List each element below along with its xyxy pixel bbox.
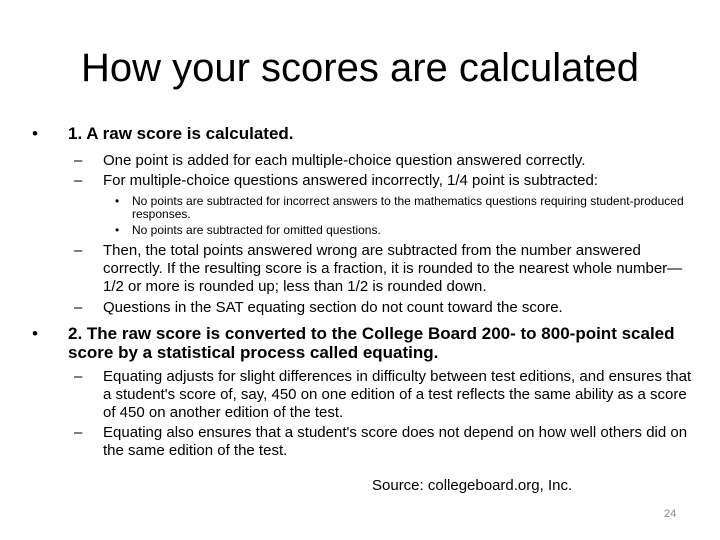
- source-citation: Source: collegeboard.org, Inc.: [372, 477, 573, 494]
- bullet-2: [30, 324, 700, 362]
- bullet-1: [30, 124, 700, 143]
- dash-marker: –: [74, 424, 83, 441]
- sub-bullet-1-2-text: For multiple-choice questions answered incorrectly, 1/4 point is subtracted:: [103, 172, 598, 189]
- slide-body: [30, 124, 700, 460]
- bullet-marker: •: [115, 194, 120, 208]
- sub-bullet-1-4-text: Questions in the SAT equating section do not count toward the score.: [103, 299, 563, 316]
- bullet-marker: •: [32, 324, 38, 343]
- sub-bullet-2-2: [30, 424, 700, 460]
- sub-bullet-2-2-text: Equating also ensures that a student's score does not depend on how well others did on the same edition of the test.: [103, 424, 688, 459]
- sub-bullet-1-1-text: One point is added for each multiple-choice question answered correctly.: [103, 152, 586, 169]
- bullet-marker: •: [32, 124, 38, 143]
- page-number: 24: [664, 508, 677, 520]
- sub-bullet-1-2: [30, 172, 700, 190]
- sub-bullet-1-3: [30, 242, 700, 296]
- sub-sub-bullet-1-2-2: [30, 224, 700, 237]
- sub-sub-bullet-1-2-1-text: No points are subtracted for incorrect answers to the mathematics questions requiring student-produced responses.: [132, 194, 684, 221]
- sub-bullet-1-4: [30, 299, 700, 317]
- bullet-1-text: 1. A raw score is calculated.: [68, 124, 294, 143]
- sub-bullet-2-1: [30, 368, 700, 422]
- dash-marker: –: [74, 172, 83, 189]
- bullet-2-text: 2. The raw score is converted to the College Board 200- to 800-point scaled score by a statistical process called equating.: [68, 324, 675, 362]
- bullet-marker: •: [115, 223, 120, 237]
- sub-bullet-1-1: [30, 152, 700, 170]
- slide-title: How your scores are calculated: [80, 46, 640, 90]
- sub-bullet-1-3-text: Then, the total points answered wrong are subtracted from the number answered correctly. If the resulting score is a fraction, it is rounded to the nearest whole number—1/2 or more is rounded up; less than 1/2 is rounded down.: [103, 242, 683, 295]
- sub-bullet-2-1-text: Equating adjusts for slight differences in difficulty between test editions, and ensures that a student's score of, say, 450 on one edition of a test reflects the same ability as a score of 450 on another edition of the test.: [103, 368, 692, 421]
- sub-sub-bullet-1-2-2-text: No points are subtracted for omitted questions.: [132, 223, 381, 237]
- dash-marker: –: [74, 242, 83, 259]
- dash-marker: –: [74, 299, 83, 316]
- sub-sub-bullet-1-2-1: [30, 195, 700, 221]
- dash-marker: –: [74, 368, 83, 385]
- dash-marker: –: [74, 152, 83, 169]
